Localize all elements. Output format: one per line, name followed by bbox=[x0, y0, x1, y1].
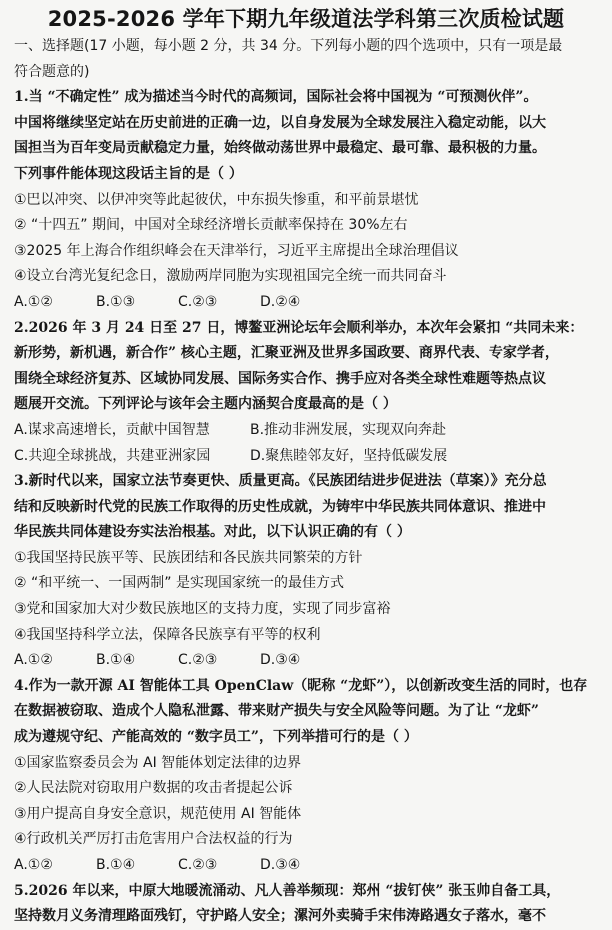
question-stem-line: 国担当为百年变局贡献稳定力量，始终做动荡世界中最稳定、最可靠、最积极的力量。 bbox=[14, 140, 546, 157]
answer-options bbox=[14, 418, 598, 444]
statement-item: ③党和国家加大对少数民族地区的支持力度，实现了同步富裕 bbox=[14, 601, 391, 618]
statement-item: ③2025 年上海合作组织峰会在天津举行，习近平主席提出全球治理倡议 bbox=[14, 242, 459, 259]
answer-options bbox=[14, 648, 598, 674]
option-a[interactable]: A.①② bbox=[14, 857, 53, 873]
section-heading bbox=[14, 34, 598, 85]
option-c[interactable]: C.②③ bbox=[178, 857, 218, 873]
statement-item: ①国家监察委员会为 AI 智能体划定法律的边界 bbox=[14, 754, 302, 771]
statement-item: ①巴以冲突、以伊冲突等此起彼伏，中东损失惨重，和平前景堪忧 bbox=[14, 191, 419, 208]
question-stem-line: 结和反映新时代党的民族工作取得的历史性成就，为铸牢中华民族共同体意识、推进中 bbox=[14, 498, 546, 515]
answer-options bbox=[14, 444, 598, 470]
question-stem-line: 下列事件能体现这段话主旨的是（ ） bbox=[14, 165, 243, 182]
answer-options bbox=[14, 853, 598, 879]
option-c[interactable]: C.②③ bbox=[178, 652, 218, 669]
question-4 bbox=[14, 674, 598, 879]
option-c[interactable]: C.共迎全球挑战，共建亚洲家园 bbox=[14, 447, 211, 464]
answer-options bbox=[14, 290, 598, 316]
statement-item: ④我国坚持科学立法，保障各民族享有平等的权利 bbox=[14, 626, 321, 643]
question-stem-line: 成为遵规守纪、产能高效的 “数字员工”，下列举措可行的是（ ） bbox=[14, 729, 418, 746]
option-d[interactable]: D.③④ bbox=[260, 652, 301, 669]
question-stem-line: 在数据被窃取、造成个人隐私泄露、带来财产损失与安全风险等问题。为了让 “龙虾” bbox=[14, 703, 539, 720]
option-d[interactable]: D.聚焦睦邻友好，坚持低碳发展 bbox=[250, 447, 448, 464]
statement-item: ④行政机关严厉打击危害用户合法权益的行为 bbox=[14, 831, 293, 848]
question-3 bbox=[14, 469, 598, 674]
statement-item: ②人民法院对窃取用户数据的攻击者提起公诉 bbox=[14, 780, 293, 797]
question-stem-line: 3.新时代以来，国家立法节奏更快、质量更高。《民族团结进步促进法（草案）》充分总 bbox=[14, 473, 547, 490]
question-stem-line: 华民族共同体建设夯实法治根基。对此，以下认识正确的有（ ） bbox=[14, 524, 411, 541]
question-stem-line: 围绕全球经济复苏、区域协同发展、国际务实合作、携手应对各类全球性难题等热点议 bbox=[14, 370, 546, 387]
question-stem-line: 题展开交流。下列评论与该年会主题内涵契合度最高的是（ ） bbox=[14, 396, 397, 413]
option-b[interactable]: B.①④ bbox=[96, 652, 136, 669]
question-stem-line: 5.2026 年以来，中原大地暖流涌动、凡人善举频现：郑州 “拔钉侠” 张玉帅自备工具， bbox=[14, 882, 561, 899]
question-1 bbox=[14, 85, 598, 315]
option-a[interactable]: A.①② bbox=[14, 293, 53, 310]
option-c[interactable]: C.②③ bbox=[178, 293, 218, 310]
statement-item: ② “十四五” 期间，中国对全球经济增长贡献率保持在 30%左右 bbox=[14, 217, 408, 234]
section-line: 一、选择题(17 小题，每小题 2 分，共 34 分。下列每小题的四个选项中，只有一项是最 bbox=[14, 38, 563, 54]
section-line: 符合题意的) bbox=[14, 63, 90, 80]
statement-item: ② “和平统一、一国两制” 是实现国家统一的最佳方式 bbox=[14, 575, 344, 592]
question-5 bbox=[14, 879, 598, 930]
option-b[interactable]: B.推动非洲发展，实现双向奔赴 bbox=[250, 421, 447, 438]
option-d[interactable]: D.③④ bbox=[260, 857, 301, 873]
question-stem-line: 中国将继续坚定站在历史前进的正确一边，以自身发展为全球发展注入稳定动能，以大 bbox=[14, 114, 546, 131]
statement-item: ①我国坚持民族平等、民族团结和各民族共同繁荣的方针 bbox=[14, 549, 363, 566]
option-a[interactable]: A.①② bbox=[14, 652, 53, 669]
question-stem-line: 坚持数月义务清理路面残钉，守护路人安全；漯河外卖骑手宋伟涛路遇女子落水，毫不 bbox=[14, 908, 546, 925]
option-d[interactable]: D.②④ bbox=[260, 293, 301, 310]
statement-item: ④设立台湾光复纪念日，激励两岸同胞为实现祖国完全统一而共同奋斗 bbox=[14, 268, 447, 285]
question-stem-line: 新形势，新机遇，新合作” 核心主题，汇聚亚洲及世界多国政要、商界代表、专家学者， bbox=[14, 345, 559, 362]
question-stem-line: 4.作为一款开源 AI 智能体工具 OpenClaw（昵称 “龙虾”），以创新改变生活的同时，也存 bbox=[14, 677, 588, 694]
question-2 bbox=[14, 316, 598, 470]
exam-title: 2025-2026 学年下期九年级道法学科第三次质检试题 bbox=[47, 7, 565, 31]
option-a[interactable]: A.谋求高速增长，贡献中国智慧 bbox=[14, 421, 210, 438]
option-b[interactable]: B.①④ bbox=[96, 857, 136, 873]
statement-item: ③用户提高自身安全意识，规范使用 AI 智能体 bbox=[14, 805, 302, 822]
question-stem-line: 1.当 “不确定性” 成为描述当今时代的高频词，国际社会将中国视为 “可预测伙伴”。 bbox=[14, 89, 538, 106]
question-stem-line: 2.2026 年 3 月 24 日至 27 日，博鳌亚洲论坛年会顺利举办，本次年会紧扣 “共同未来： bbox=[14, 319, 584, 336]
option-b[interactable]: B.①③ bbox=[96, 293, 136, 310]
